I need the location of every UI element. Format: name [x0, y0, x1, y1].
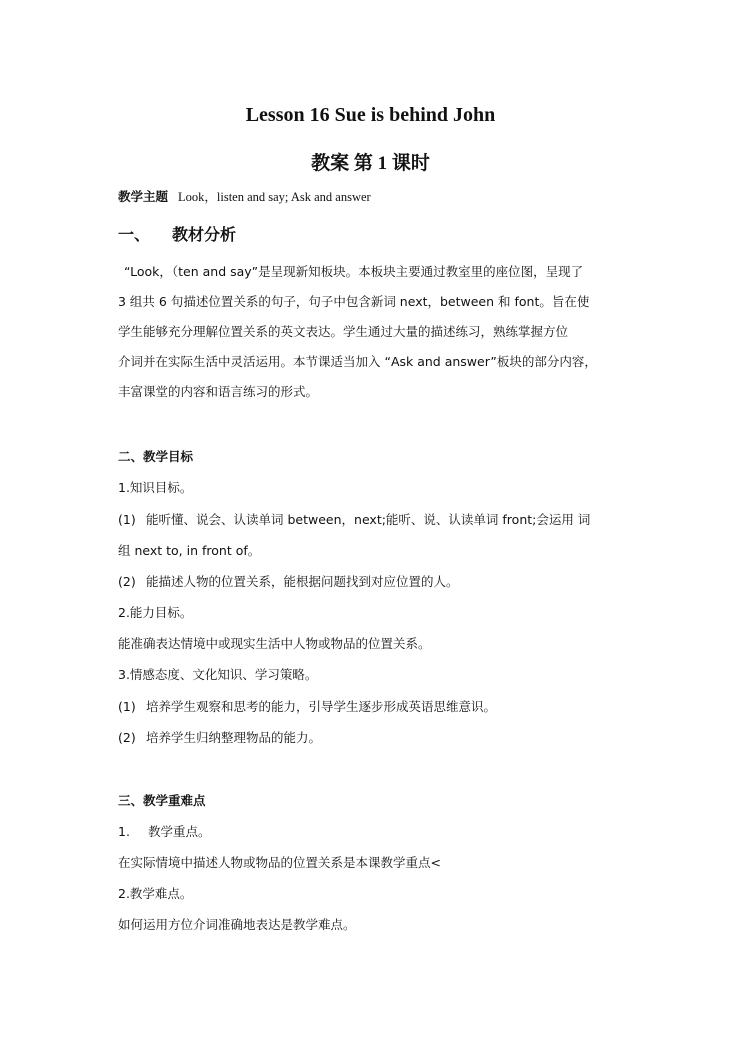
difficulty-text: 如何运用方位介词准确地表达是教学难点。	[118, 917, 356, 932]
section1-line-5: 丰富课堂的内容和语言练习的形式。	[118, 384, 319, 399]
lesson-subtitle: 教案 第 1 课时	[311, 153, 430, 174]
knowledge-goal-item-1	[118, 510, 590, 528]
item-number: (2)	[118, 574, 136, 589]
item-text: 能描述人物的位置关系，能根据问题找到对应位置的人。	[146, 574, 459, 589]
difficulty-title: 2.教学难点。	[118, 886, 193, 901]
section3-heading: 三、教学重难点	[118, 793, 206, 808]
key-point-text: 在实际情境中描述人物或物品的位置关系是本课教学重点<	[118, 855, 441, 870]
item-text: 培养学生归纳整理物品的能力。	[146, 730, 322, 745]
knowledge-goal-item-1-cont: 组 next to, in front of。	[118, 543, 261, 558]
topic-line	[118, 187, 371, 205]
item-text: 能听懂、说会、认读单词 between，next;能听、说、认读单词 front;会运用 词	[146, 512, 591, 527]
section1-line-3: 学生能够充分理解位置关系的英文表达。学生通过大量的描述练习，熟练掌握方位	[118, 324, 569, 339]
item-text: 教学重点。	[148, 824, 211, 839]
section1-line-1: “Look，（ten and say”是呈现新知板块。本板块主要通过教室里的座位图，呈现了	[124, 264, 584, 279]
ability-goal-title: 2.能力目标。	[118, 605, 193, 620]
item-number: (1)	[118, 699, 136, 714]
section1-heading-number: 一、	[118, 225, 151, 244]
item-text: 培养学生观察和思考的能力，引导学生逐步形成英语思维意识。	[146, 699, 497, 714]
ability-goal-text: 能准确表达情境中或现实生活中人物或物品的位置关系。	[118, 636, 431, 651]
key-point-title	[118, 822, 211, 840]
emotion-goal-item-1	[118, 697, 496, 715]
item-number: (1)	[118, 512, 136, 527]
emotion-goal-item-2	[118, 728, 321, 746]
topic-label: 教学主题	[118, 189, 169, 204]
section1-line-2: 3 组共 6 句描述位置关系的句子，句子中包含新词 next，between 和 font。旨在使	[118, 294, 590, 309]
section2-heading: 二、教学目标	[118, 449, 194, 464]
item-number: 1.	[118, 824, 130, 839]
section1-heading-text: 教材分析	[172, 225, 237, 244]
section1-heading	[118, 222, 236, 245]
knowledge-goal-title: 1.知识目标。	[118, 480, 193, 495]
item-number: (2)	[118, 730, 136, 745]
emotion-goal-title: 3.情感态度、文化知识、学习策略。	[118, 667, 318, 682]
section1-line-4: 介词并在实际生活中灵活运用。本节课适当加入 “Ask and answer”板块的部分内容，	[118, 354, 597, 369]
lesson-title: Lesson 16 Sue is behind John	[245, 104, 496, 126]
knowledge-goal-item-2	[118, 572, 459, 590]
topic-text: Look，listen and say; Ask and answer	[178, 190, 371, 204]
